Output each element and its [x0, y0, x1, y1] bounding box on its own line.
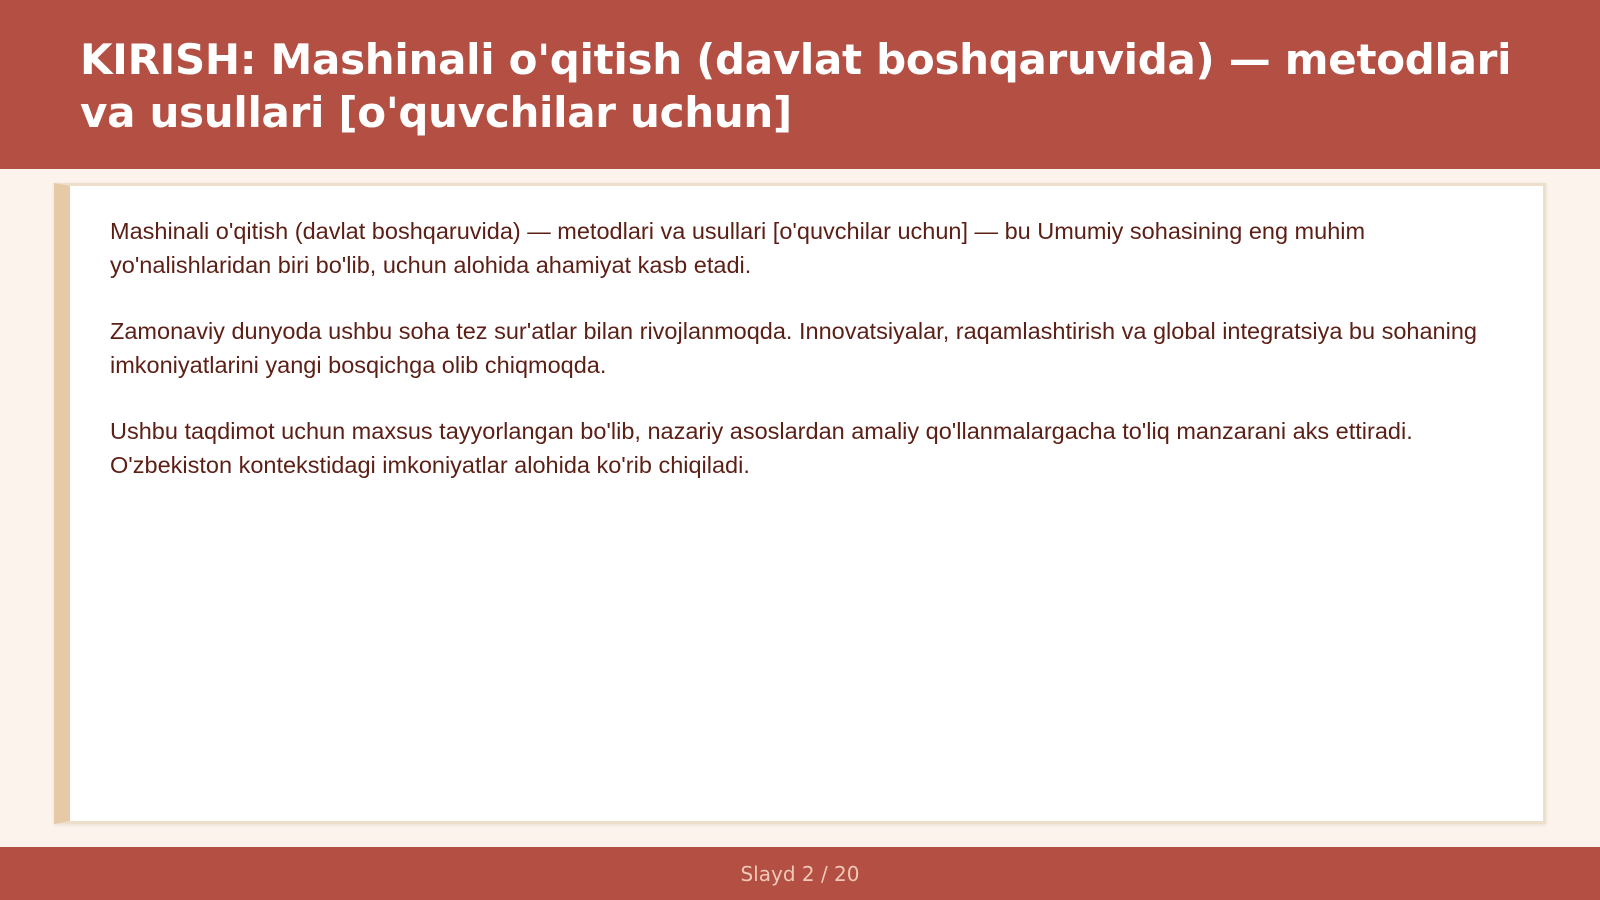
slide-counter: Slayd 2 / 20 — [740, 861, 860, 886]
content-panel — [54, 183, 1546, 824]
paragraph-presentation-scope: Ushbu taqdimot uchun maxsus tayyorlangan bo'lib, nazariy asoslardan amaliy qo'llanmalargacha to'liq manzarani aks ettiradi. O'zbekiston kontekstidagi imkoniyatlar alohida ko'rib chiqiladi. — [110, 418, 1413, 478]
slide-footer — [0, 847, 1600, 900]
content-text — [110, 215, 1490, 515]
paragraph-intro: Mashinali o'qitish (davlat boshqaruvida) — metodlari va usullari [o'quvchilar uchun] — bu Umumiy sohasining eng muhim yo'nalishlaridan biri bo'lib, uchun alohida ahamiyat kasb etadi. — [110, 218, 1366, 278]
slide-header — [0, 0, 1600, 169]
slide-title: KIRISH: Mashinali o'qitish (davlat boshqaruvida) — metodlari va usullari [o'quvchilar uchun] — [80, 35, 1512, 137]
paragraph-modern-world: Zamonaviy dunyoda ushbu soha tez sur'atlar bilan rivojlanmoqda. Innovatsiyalar, raqamlashtirish va global integratsiya bu sohaning imkoniyatlarini yangi bosqichga olib chiqmoqda. — [110, 318, 1477, 378]
